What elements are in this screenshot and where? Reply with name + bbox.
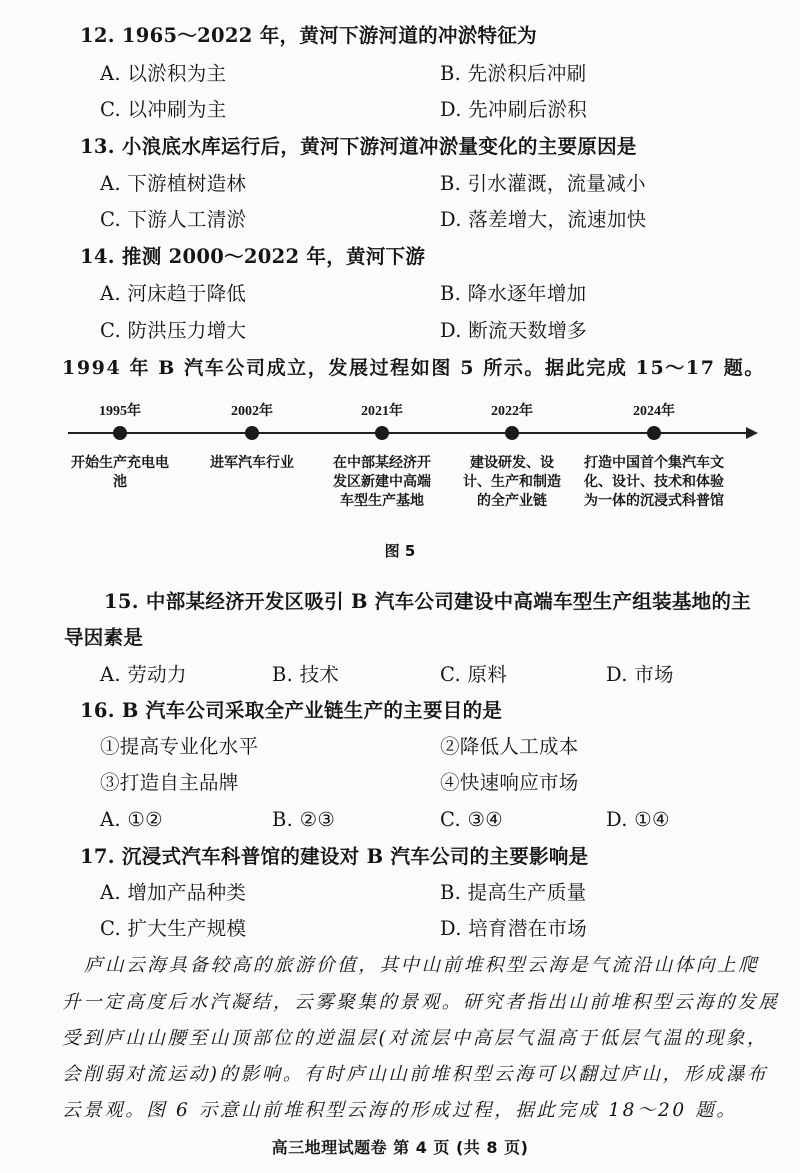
q13-option-b: B. 引水灌溉，流量减小 [440,172,646,195]
q12-stem: 12. 1965～2022 年，黄河下游河道的冲淤特征为 [80,24,537,47]
passage-line-4: 会削弱对流运动)的影响。有时庐山山前堆积型云海可以翻过庐山，形成瀑布 [62,1064,769,1085]
q16-option-a: A. ①② [100,808,163,831]
q16-stem: 16. B 汽车公司采取全产业链生产的主要目的是 [80,699,503,722]
timeline-dot-2002 [245,426,259,440]
q13-stem: 13. 小浪底水库运行后，黄河下游河道冲淤量变化的主要原因是 [80,135,637,158]
timeline-year-2024: 2024年 [633,404,675,419]
q14-option-c: C. 防洪压力增大 [100,319,247,342]
q13-option-a: A. 下游植树造林 [100,172,247,195]
timeline-dot-2022 [505,426,519,440]
q15-option-b: B. 技术 [272,663,340,686]
q16-option-c: C. ③④ [440,808,504,831]
q12-option-a: A. 以淤积为主 [100,62,227,85]
passage-line-2: 升一定高度后水汽凝结，云雾聚集的景观。研究者指出山前堆积型云海的发展 [62,992,780,1013]
passage-line-3: 受到庐山山腰至山顶部位的逆温层(对流层中高层气温高于低层气温的现象， [62,1028,769,1049]
q16-item-2: ②降低人工成本 [440,735,579,758]
q17-option-d: D. 培育潜在市场 [440,917,588,940]
timeline-dot-2021 [375,426,389,440]
timeline-axis [68,432,748,434]
q16-option-d: D. ①④ [606,808,670,831]
q16-option-b: B. ②③ [272,808,336,831]
passage-line-5: 云景观。图 6 示意山前堆积型云海的形成过程，据此完成 18～20 题。 [62,1100,738,1121]
q17-option-b: B. 提高生产质量 [440,881,587,904]
q14-option-d: D. 断流天数增多 [440,319,588,342]
q13-option-d: D. 落差增大，流速加快 [440,208,647,231]
timeline-year-2002: 2002年 [231,404,273,419]
timeline-year-2021: 2021年 [361,404,403,419]
q12-option-b: B. 先淤积后冲刷 [440,62,587,85]
q17-option-a: A. 增加产品种类 [100,881,247,904]
q12-option-c: C. 以冲刷为主 [100,98,227,121]
q16-item-4: ④快速响应市场 [440,771,579,794]
timeline-event-2024: 打造中国首个集汽车文化、设计、技术和体验为一体的沉浸式科普馆 [584,455,724,509]
q12-option-d: D. 先冲刷后淤积 [440,98,588,121]
q15-option-a: A. 劳动力 [100,663,187,686]
timeline-event-2021: 在中部某经济开发区新建中高端车型生产基地 [333,455,431,509]
q16-item-3: ③打造自主品牌 [100,771,239,794]
timeline-event-2022: 建设研发、设计、生产和制造的全产业链 [463,455,561,509]
page-footer: 高三地理试题卷 第 4 页 (共 8 页) [271,1138,529,1157]
timeline-arrow-icon [746,427,758,439]
timeline-year-1995: 1995年 [99,404,141,419]
q15-stem-line2: 导因素是 [64,626,144,649]
q14-stem: 14. 推测 2000～2022 年，黄河下游 [80,245,426,268]
q15-option-c: C. 原料 [440,663,508,686]
timeline-event-2002: 进军汽车行业 [210,455,294,471]
passage-line-1: 庐山云海具备较高的旅游价值，其中山前堆积型云海是气流沿山体向上爬 [84,955,760,976]
q15-option-d: D. 市场 [606,663,674,686]
q17-stem: 17. 沉浸式汽车科普馆的建设对 B 汽车公司的主要影响是 [80,845,589,868]
intro-15-17: 1994 年 B 汽车公司成立，发展过程如图 5 所示。据此完成 15～17 题。 [62,357,765,379]
q15-stem-line1: 15. 中部某经济开发区吸引 B 汽车公司建设中高端车型生产组装基地的主 [104,590,752,613]
timeline-dot-2024 [647,426,661,440]
timeline-event-1995: 开始生产充电电池 [71,455,169,490]
figure-5-caption: 图 5 [384,542,416,560]
q13-option-c: C. 下游人工清淤 [100,208,247,231]
q16-item-1: ①提高专业化水平 [100,735,259,758]
q14-option-a: A. 河床趋于降低 [100,282,247,305]
timeline-dot-1995 [113,426,127,440]
q17-option-c: C. 扩大生产规模 [100,917,247,940]
timeline-year-2022: 2022年 [491,404,533,419]
q14-option-b: B. 降水逐年增加 [440,282,587,305]
